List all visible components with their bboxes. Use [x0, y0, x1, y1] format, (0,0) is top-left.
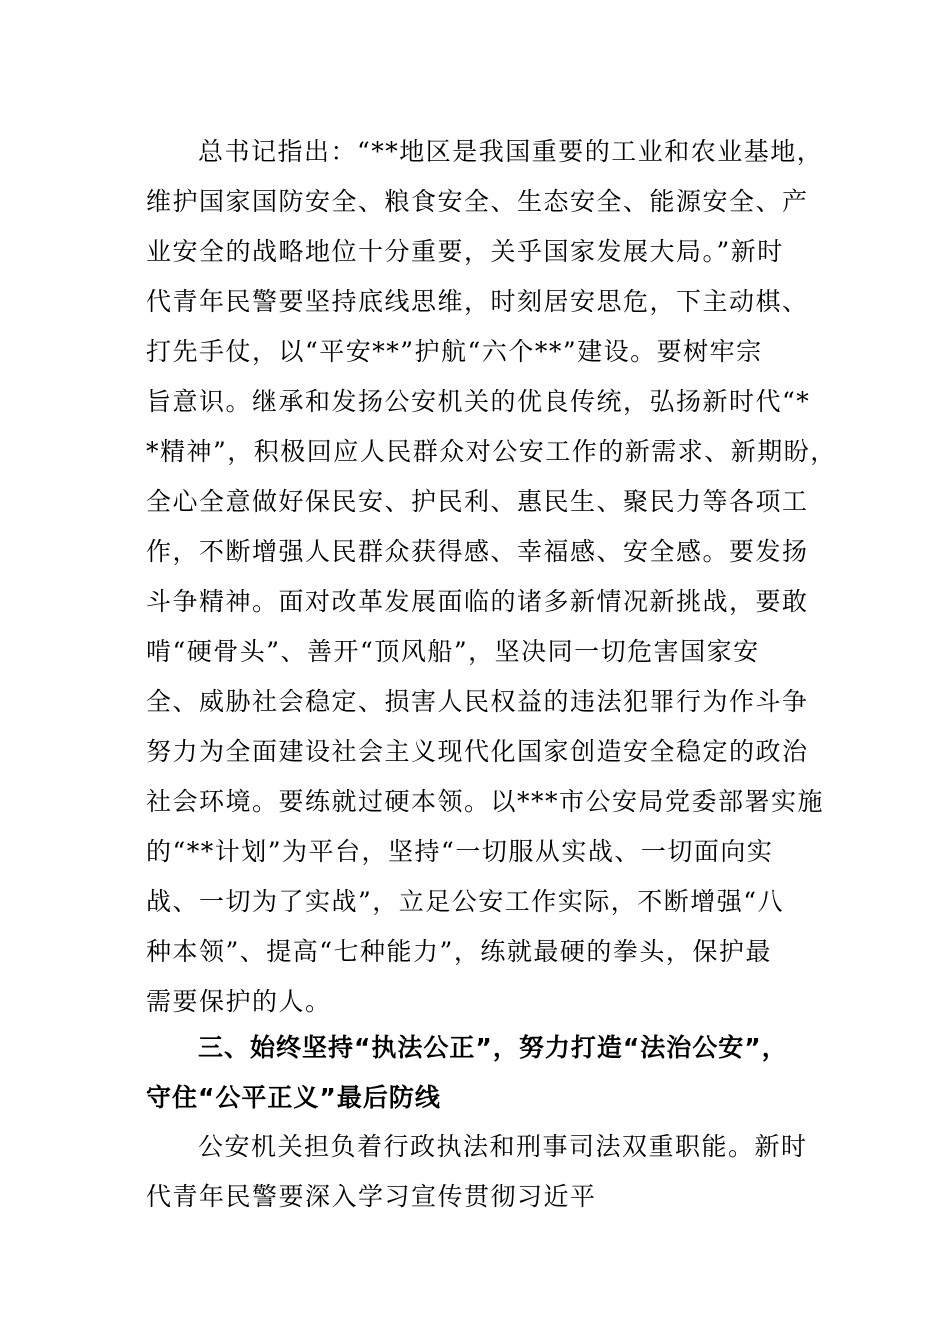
paragraph-line: 全、威胁社会稳定、损害人民权益的违法犯罪行为作斗争	[146, 687, 809, 716]
heading-line: 守住“公平正义”最后防线	[146, 1083, 441, 1112]
paragraph-line: 作，不断增强人民群众获得感、幸福感、安全感。要发扬	[146, 537, 809, 566]
paragraph-line: 的“**计划”为平台，坚持“一切服从实战、一切面向实	[146, 837, 774, 866]
paragraph-line: 代青年民警要深入学习宣传贯彻习近平	[146, 1182, 597, 1211]
paragraph-line: 维护国家国防安全、粮食安全、生态安全、能源安全、产	[146, 187, 809, 216]
paragraph-line: 需要保护的人。	[146, 987, 332, 1016]
paragraph-line: 打先手仗，以“平安**”护航“六个**”建设。要树牢宗	[146, 337, 763, 366]
heading-line: 三、始终坚持“执法公正”，努力打造“法治公安”，	[198, 1033, 788, 1062]
paragraph-line: 总书记指出：“**地区是我国重要的工业和农业基地，	[198, 137, 824, 166]
paragraph-line: 业安全的战略地位十分重要，关乎国家发展大局。”新时	[146, 237, 784, 266]
paragraph-line: 种本领”、提高“七种能力”，练就最硬的拳头，保护最	[146, 937, 772, 966]
paragraph-line: 社会环境。要练就过硬本领。以***市公安局党委部署实施	[146, 787, 825, 816]
paragraph-line: 斗争精神。面对改革发展面临的诸多新情况新挑战，要敢	[146, 587, 809, 616]
paragraph-line: 努力为全面建设社会主义现代化国家创造安全稳定的政治	[146, 737, 809, 766]
paragraph-line: 公安机关担负着行政执法和刑事司法双重职能。新时	[198, 1132, 808, 1161]
paragraph-line: 战、一切为了实战”，立足公安工作实际，不断增强“八	[146, 887, 785, 916]
paragraph-1	[146, 127, 837, 1027]
paragraph-line: 啃“硬骨头”、善开“顶风船”，坚决同一切危害国家安	[146, 637, 760, 666]
paragraph-2	[146, 1122, 816, 1222]
paragraph-line: 旨意识。继承和发扬公安机关的优良传统，弘扬新时代“*	[146, 387, 811, 416]
paragraph-line: 代青年民警要坚持底线思维，时刻居安思危，下主动棋、	[146, 287, 809, 316]
paragraph-line: 全心全意做好保民安、护民利、惠民生、聚民力等各项工	[146, 487, 809, 516]
paragraph-line: *精神”，积极回应人民群众对公安工作的新需求、新期盼，	[146, 437, 837, 466]
section-heading-3	[146, 1023, 816, 1123]
